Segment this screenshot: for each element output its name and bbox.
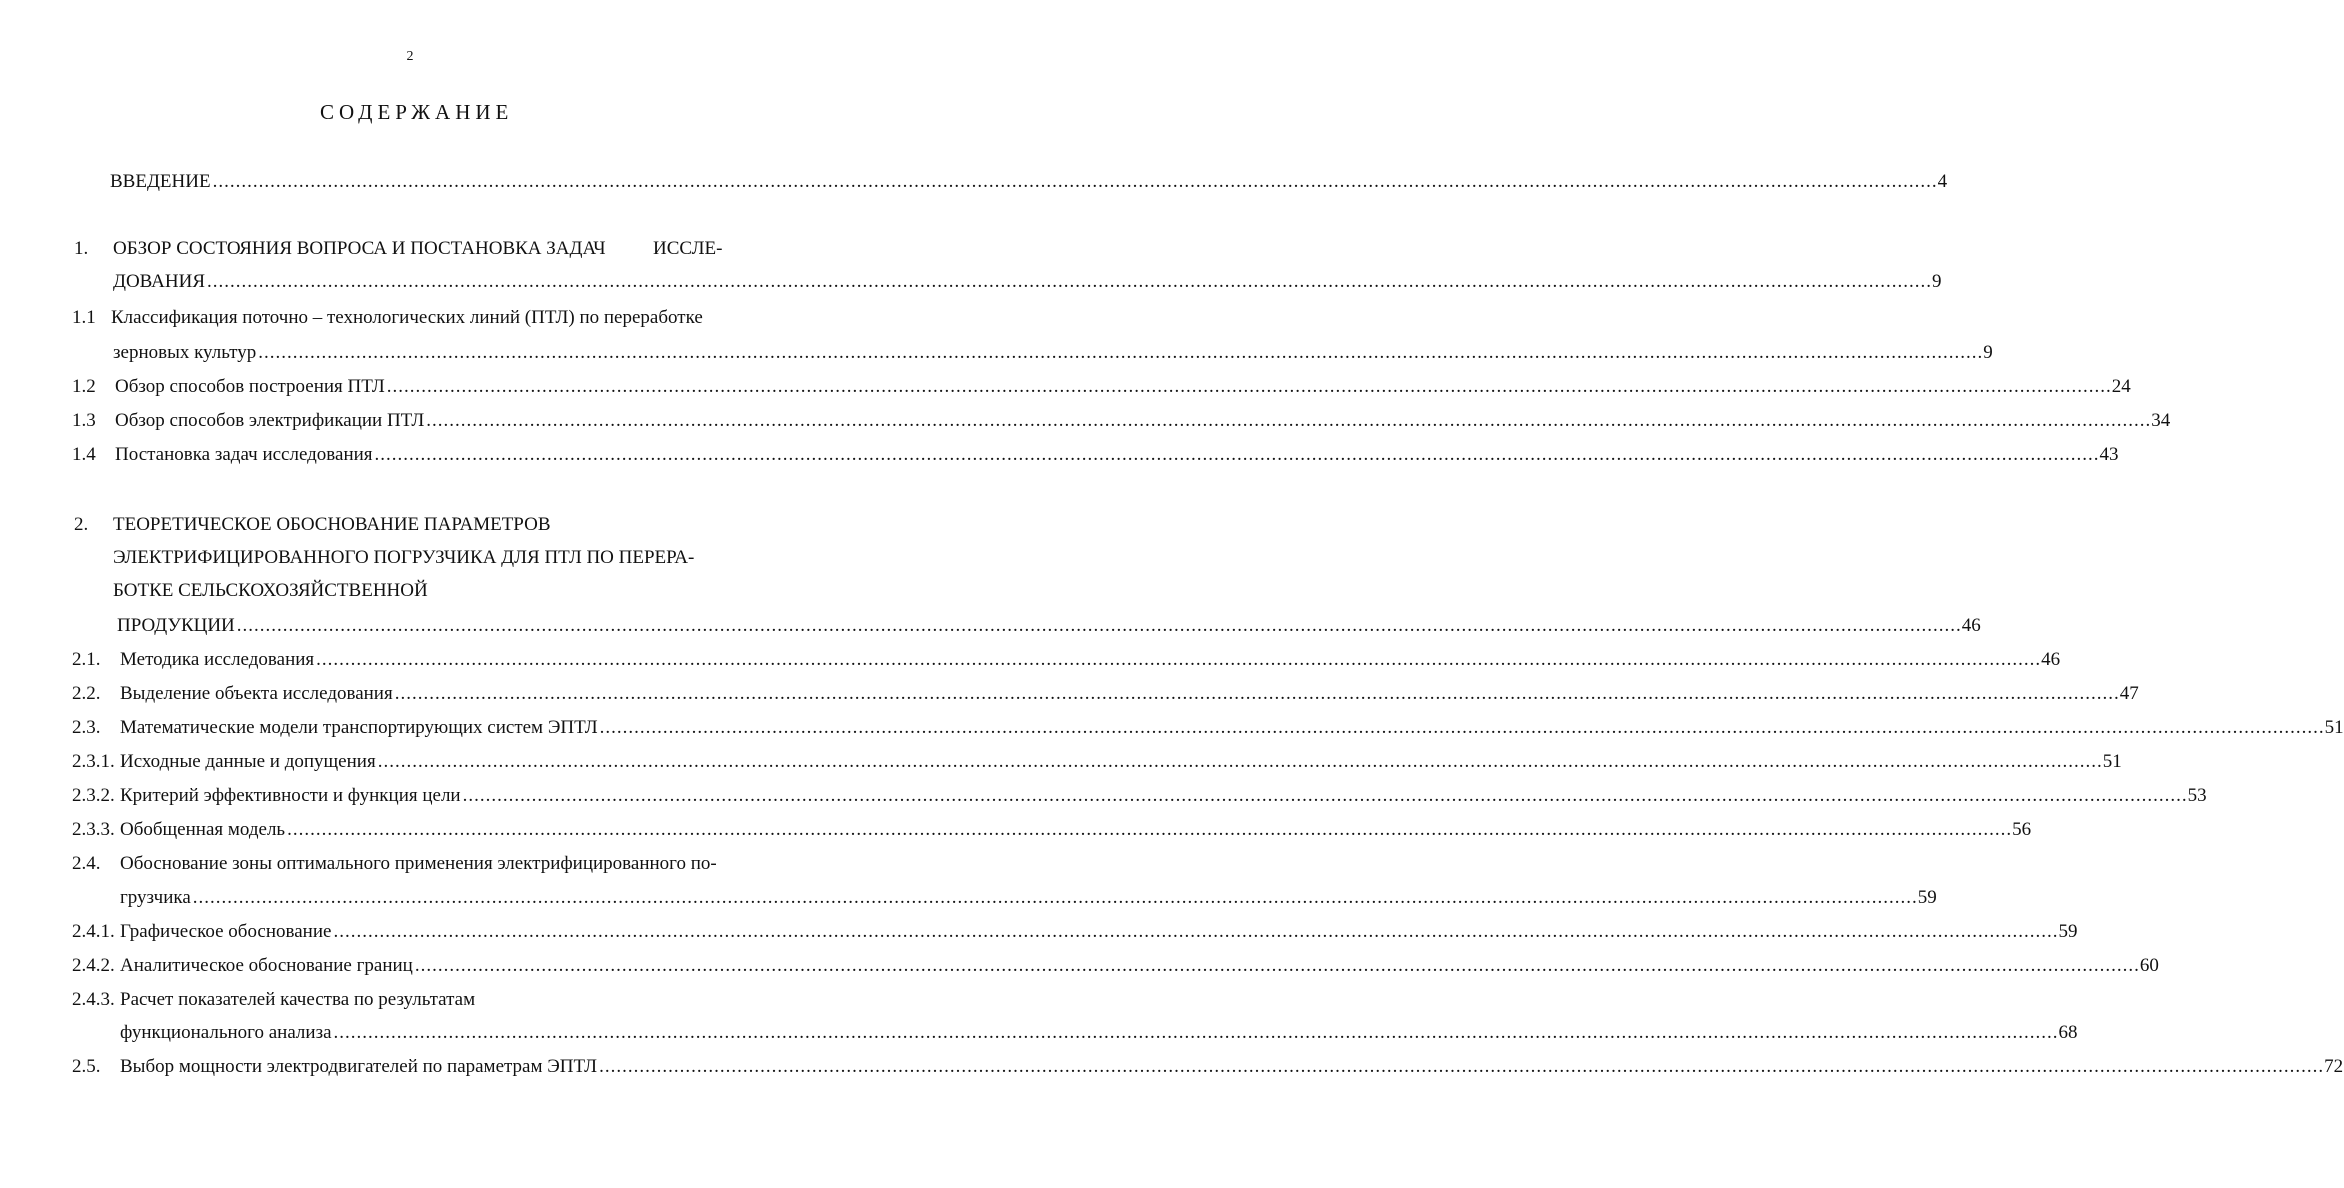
toc-page: 51 bbox=[2102, 751, 2122, 772]
toc-page: 59 bbox=[2058, 921, 2078, 942]
toc-label: Аналитическое обоснование границ bbox=[120, 955, 413, 976]
toc-label: Выбор мощности электродвигателей по параметрам ЭПТЛ bbox=[120, 1056, 598, 1077]
toc-page: 4 bbox=[1937, 171, 1948, 192]
toc-number: 1. bbox=[74, 238, 89, 259]
toc-label: ОБЗОР СОСТОЯНИЯ ВОПРОСА И ПОСТАНОВКА ЗАДАЧ bbox=[113, 238, 606, 259]
toc-number: 2.4.3. bbox=[72, 989, 115, 1010]
toc-page: 53 bbox=[2187, 785, 2207, 806]
toc-label: Исходные данные и допущения bbox=[120, 751, 376, 772]
toc-page: 46 bbox=[2041, 649, 2061, 670]
toc-label: БОТКЕ СЕЛЬСКОХОЗЯЙСТВЕННОЙ bbox=[113, 580, 428, 601]
toc-page: 68 bbox=[2058, 1022, 2078, 1043]
toc-label: ПРОДУКЦИИ bbox=[117, 615, 235, 636]
toc-number: 2.3.3. bbox=[72, 819, 115, 840]
toc-page: 59 bbox=[1917, 887, 1937, 908]
toc-label: Классификация поточно – технологических линий (ПТЛ) по переработке bbox=[111, 307, 703, 328]
toc-label: Обзор способов электрификации ПТЛ bbox=[115, 410, 425, 431]
toc-label: Обоснование зоны оптимального применения электрифицированного по- bbox=[120, 853, 717, 874]
toc-number: 2.3. bbox=[72, 717, 101, 738]
toc-label: ДОВАНИЯ bbox=[113, 271, 205, 292]
toc-label: функционального анализа bbox=[120, 1022, 332, 1043]
toc-label: Графическое обоснование bbox=[120, 921, 332, 942]
toc-label-hyphen: ИССЛЕ- bbox=[653, 238, 723, 259]
toc-label: Методика исследования bbox=[120, 649, 315, 670]
toc-number: 1.4 bbox=[72, 444, 96, 465]
toc-number: 1.2 bbox=[72, 376, 96, 397]
toc-number: 2.4.2. bbox=[72, 955, 115, 976]
toc-page: 24 bbox=[2111, 376, 2131, 397]
toc-label: ВВЕДЕНИЕ bbox=[110, 171, 211, 192]
page-title: СОДЕРЖАНИЕ bbox=[320, 100, 514, 124]
toc-label: Обзор способов построения ПТЛ bbox=[115, 376, 385, 397]
toc-label: зерновых культур bbox=[113, 342, 257, 363]
toc-page: 51 bbox=[2324, 717, 2344, 738]
toc-page: 46 bbox=[1961, 615, 1981, 636]
toc-number: 1.3 bbox=[72, 410, 96, 431]
toc-label: Обобщенная модель bbox=[120, 819, 286, 840]
toc-page: 60 bbox=[2139, 955, 2159, 976]
toc-page: 9 bbox=[1983, 342, 1993, 363]
toc-label: ЭЛЕКТРИФИЦИРОВАННОГО ПОГРУЗЧИКА ДЛЯ ПТЛ ПО ПЕРЕРА- bbox=[113, 547, 695, 568]
toc-label: Критерий эффективности и функция цели bbox=[120, 785, 461, 806]
toc-page: 47 bbox=[2119, 683, 2139, 704]
toc-page: 9 bbox=[1932, 271, 1942, 292]
toc-number: 1.1 bbox=[72, 307, 96, 328]
toc-page: 43 bbox=[2099, 444, 2119, 465]
toc-label: Расчет показателей качества по результатам bbox=[120, 989, 476, 1010]
toc-number: 2.2. bbox=[72, 683, 101, 704]
toc-label: ТЕОРЕТИЧЕСКОЕ ОБОСНОВАНИЕ ПАРАМЕТРОВ bbox=[113, 514, 551, 535]
toc-label: грузчика bbox=[120, 887, 191, 908]
page-number: 2 bbox=[406, 49, 414, 64]
toc-label: Постановка задач исследования bbox=[115, 444, 373, 465]
toc-number: 2.3.1. bbox=[72, 751, 115, 772]
toc-page: 72 bbox=[2324, 1056, 2344, 1077]
toc-number: 2.1. bbox=[72, 649, 101, 670]
toc-number: 2.4. bbox=[72, 853, 101, 874]
toc-number: 2.4.1. bbox=[72, 921, 115, 942]
toc-page: 56 bbox=[2012, 819, 2032, 840]
toc-number: 2.3.2. bbox=[72, 785, 115, 806]
toc-label: Математические модели транспортирующих систем ЭПТЛ bbox=[120, 717, 598, 738]
toc-number: 2.5. bbox=[72, 1056, 101, 1077]
toc-page: 34 bbox=[2151, 410, 2171, 431]
toc-number: 2. bbox=[74, 514, 89, 535]
toc-label: Выделение объекта исследования bbox=[120, 683, 393, 704]
